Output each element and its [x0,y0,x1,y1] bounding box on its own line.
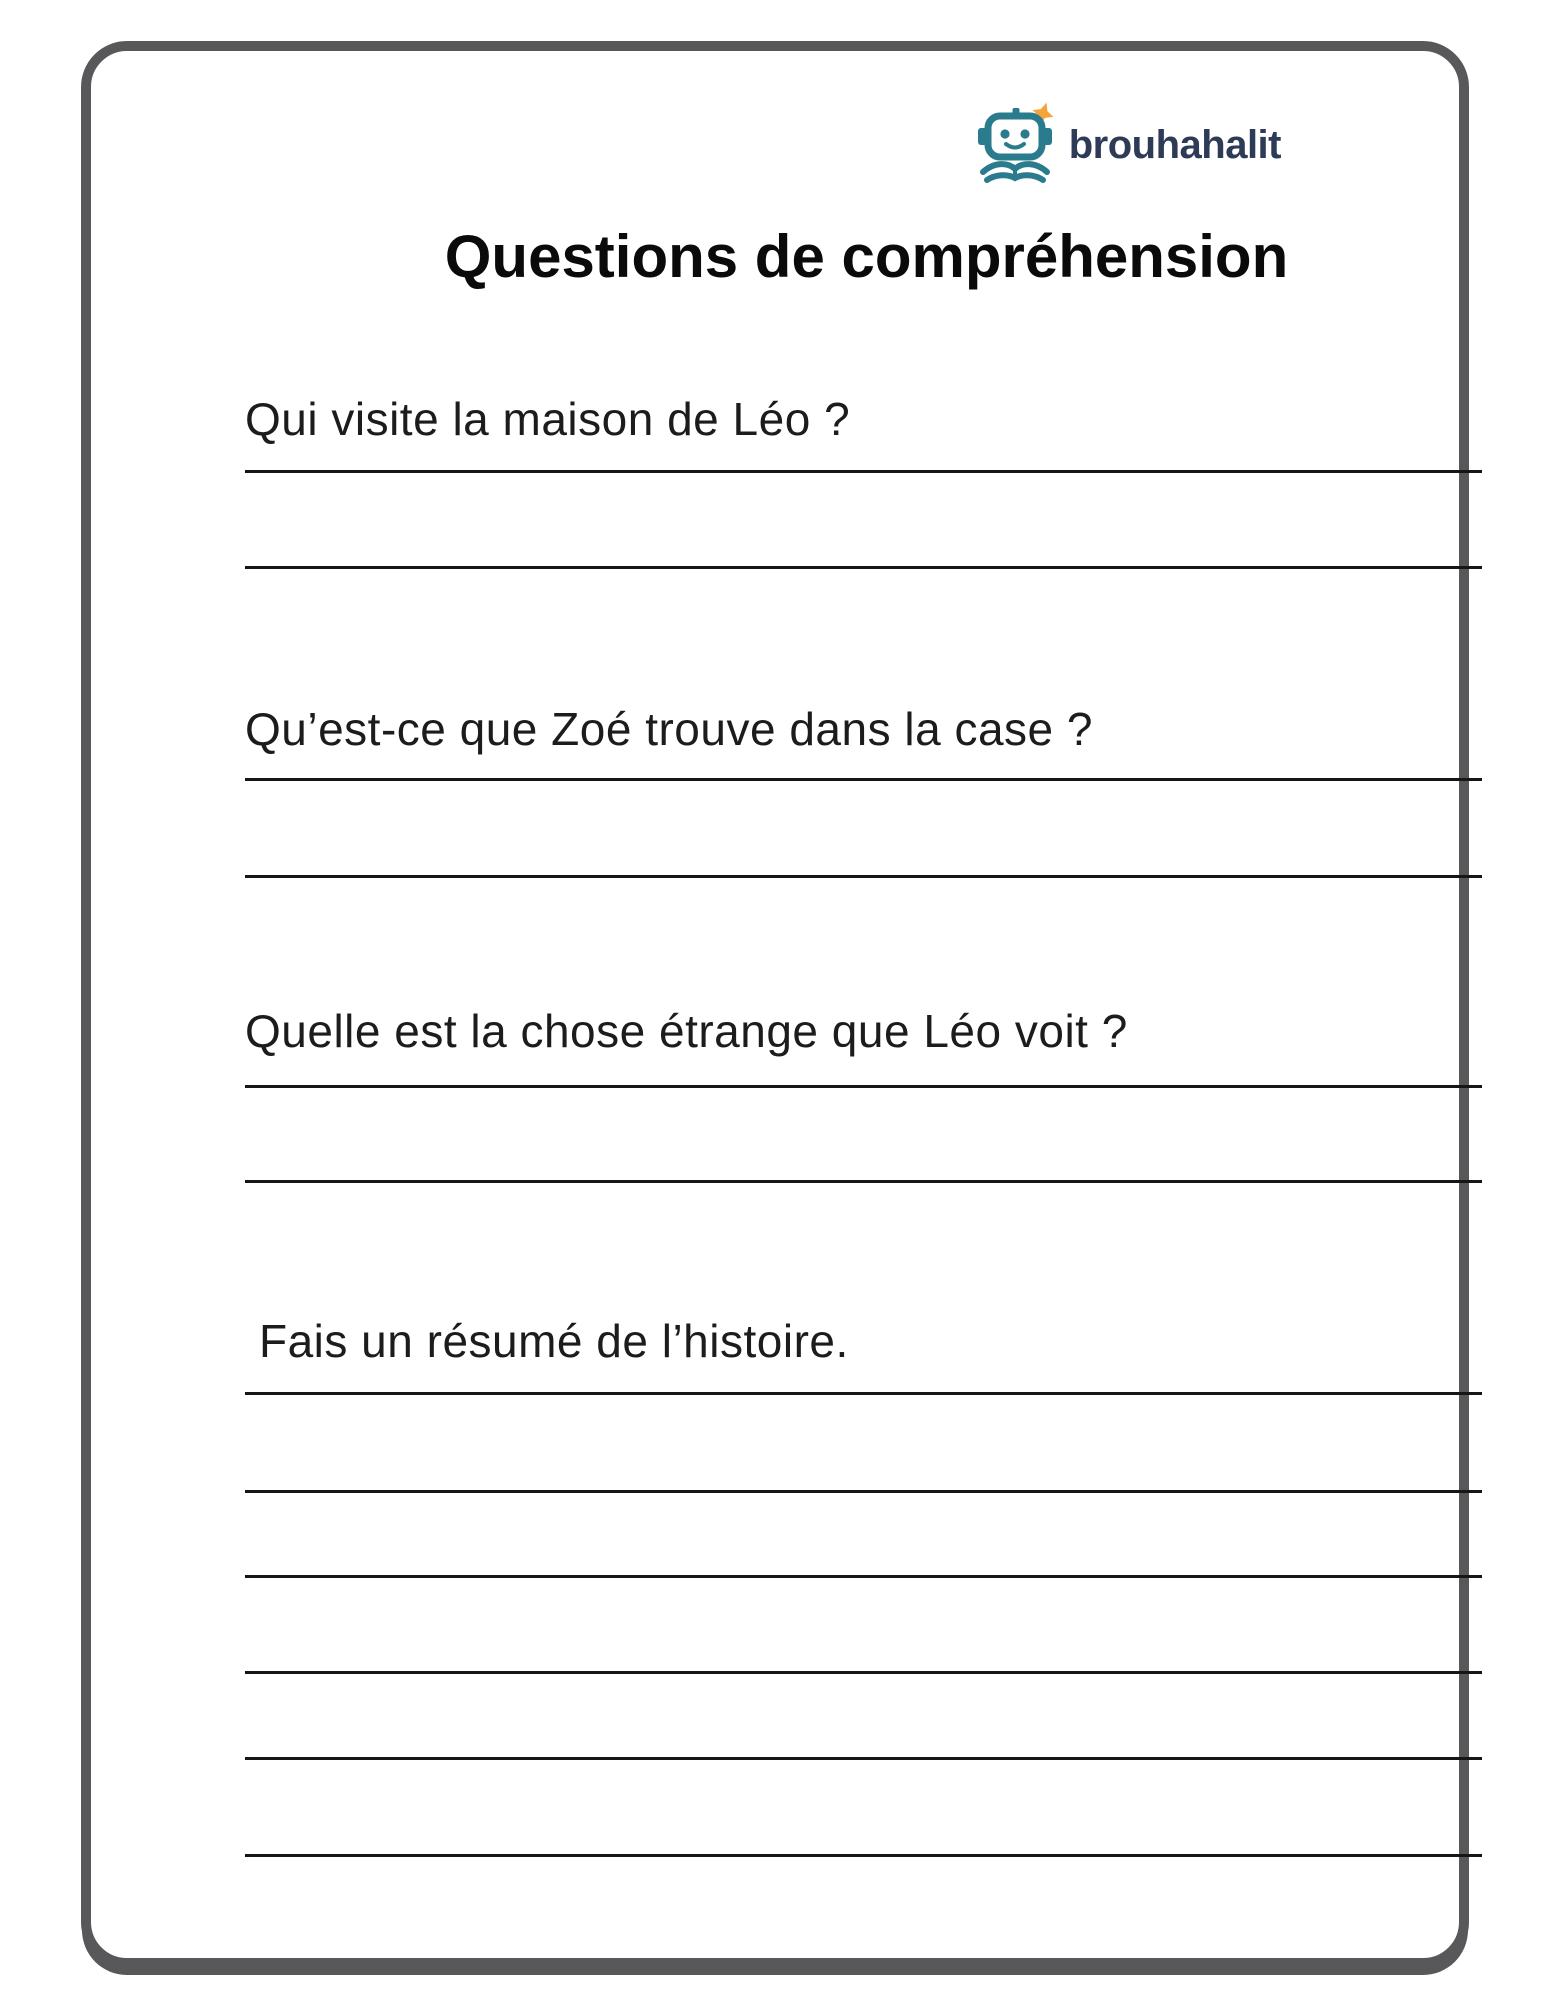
answer-line [245,470,1482,473]
worksheet-card [81,41,1469,1968]
answer-line [245,1180,1482,1183]
brand-logo [977,101,1281,189]
question-2-label: Qu’est-ce que Zoé trouve dans la case ? [245,703,1093,755]
answer-line [245,1575,1482,1578]
robot-book-icon [977,101,1057,189]
question-4-label: Fais un résumé de l’histoire. [259,1315,849,1367]
answer-line [245,566,1482,569]
answer-line [245,1854,1482,1857]
answer-line [245,1085,1482,1088]
answer-line [245,778,1482,781]
page-title: Questions de compréhension [444,223,1289,290]
question-1-label: Qui visite la maison de Léo ? [245,393,851,445]
question-3-label: Quelle est la chose étrange que Léo voit ? [245,1005,1128,1057]
answer-line [245,1757,1482,1760]
answer-line [245,1490,1482,1493]
answer-line [245,1671,1482,1674]
answer-line [245,875,1482,878]
answer-line [245,1392,1482,1395]
brand-wordmark: brouhahalit [1068,123,1281,167]
